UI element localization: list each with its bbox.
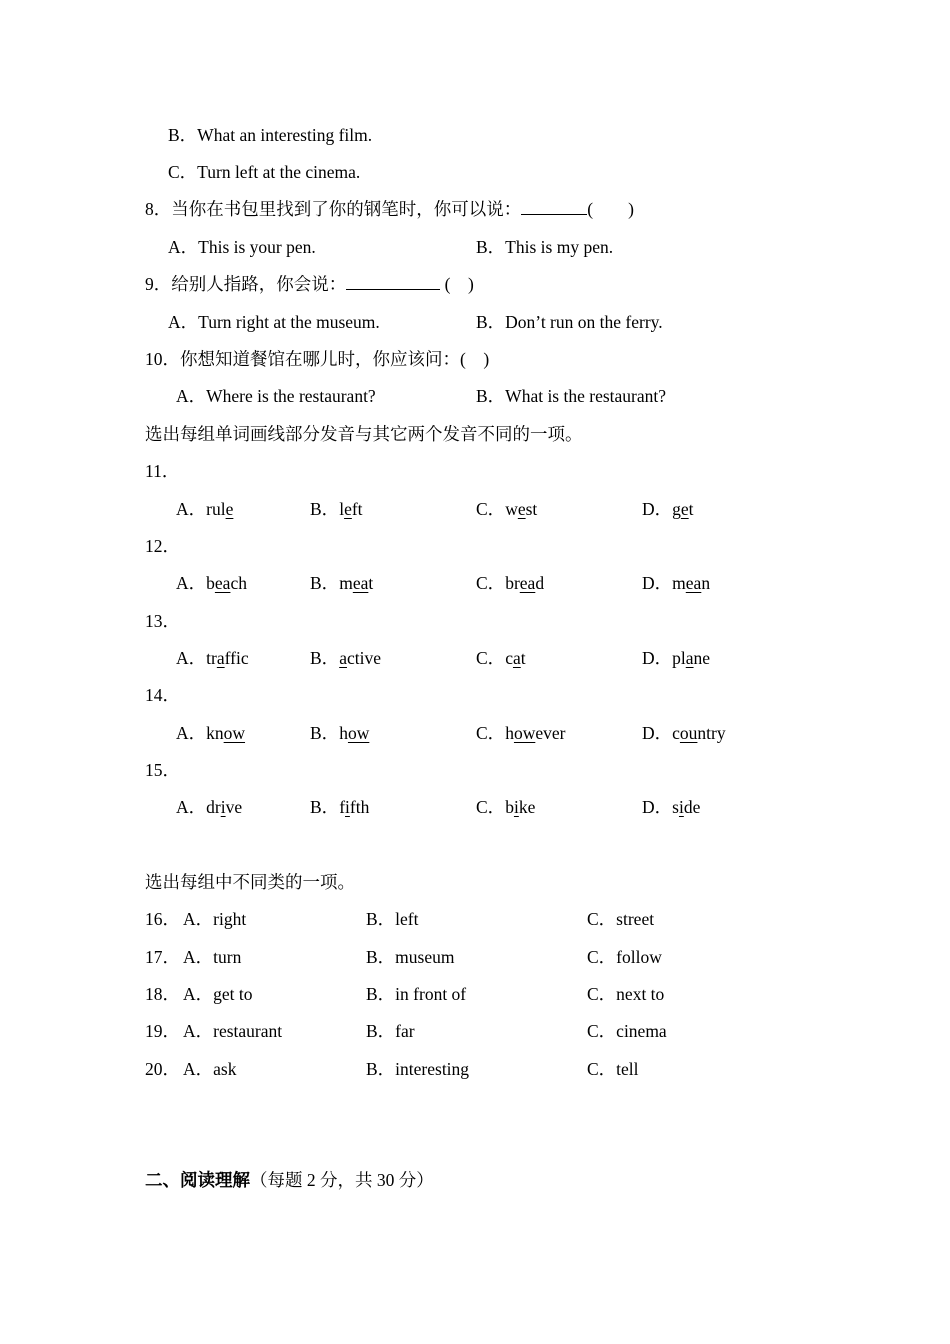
q12-option-d bbox=[642, 572, 710, 594]
q11-option-a bbox=[176, 498, 233, 520]
word-part: l bbox=[339, 499, 345, 519]
q14-option-b bbox=[310, 722, 369, 744]
word-part: ch bbox=[230, 573, 247, 593]
q15-option-d bbox=[642, 796, 700, 818]
option-letter: A． bbox=[176, 723, 207, 743]
word-part: b bbox=[505, 797, 514, 817]
word-part: ft bbox=[351, 499, 363, 519]
classification-instruction: 选出每组中不同类的一项。 bbox=[145, 872, 355, 892]
q12-option-a bbox=[176, 572, 247, 594]
word-part: ctive bbox=[346, 648, 381, 668]
underlined-part: ow bbox=[223, 723, 246, 743]
q15-option-a bbox=[176, 796, 242, 818]
word-part: w bbox=[505, 499, 518, 519]
option-letter: D． bbox=[642, 499, 673, 519]
q15-number: 15． bbox=[145, 760, 180, 780]
option-letter: D． bbox=[642, 648, 673, 668]
word-part: t bbox=[520, 648, 526, 668]
section-2-title: 二、阅读理解 bbox=[145, 1170, 250, 1190]
word-part: br bbox=[505, 573, 520, 593]
underlined-part: e bbox=[225, 499, 234, 519]
q14-option-c bbox=[476, 722, 565, 744]
word-part: c bbox=[672, 723, 680, 743]
q11-option-d bbox=[642, 498, 694, 520]
word-part: n bbox=[701, 573, 711, 593]
q13-number: 13． bbox=[145, 611, 180, 631]
option-letter: D． bbox=[642, 797, 673, 817]
word-part: kn bbox=[206, 723, 224, 743]
q8-stem: 8．当你在书包里找到了你的钢笔时，你可以说： bbox=[145, 199, 522, 219]
underlined-part: e bbox=[517, 499, 526, 519]
q18-option-a: A．get to bbox=[183, 984, 253, 1004]
q8-option-b: B．This is my pen. bbox=[476, 237, 614, 257]
q14-number: 14． bbox=[145, 685, 180, 705]
q20-option-c: C．tell bbox=[587, 1059, 639, 1079]
q9-option-a: A．Turn right at the museum. bbox=[168, 312, 380, 332]
q11-number: 11． bbox=[145, 461, 180, 481]
word-part: g bbox=[672, 499, 681, 519]
option-letter: B． bbox=[310, 648, 340, 668]
q8-answer-blank bbox=[521, 214, 587, 215]
q18-option-c: C．next to bbox=[587, 984, 665, 1004]
q14-option-d bbox=[642, 722, 726, 744]
word-part: t bbox=[688, 499, 694, 519]
q12-option-c bbox=[476, 572, 544, 594]
underlined-part: ou bbox=[679, 723, 698, 743]
word-part: t bbox=[368, 573, 374, 593]
q9-stem-line bbox=[145, 273, 474, 295]
q16-option-c: C．street bbox=[587, 909, 655, 929]
option-letter: A． bbox=[176, 797, 207, 817]
underlined-part: ea bbox=[352, 573, 369, 593]
q9-answer-blank bbox=[346, 289, 440, 290]
q20-option-b: B．interesting bbox=[366, 1059, 470, 1079]
word-part: ve bbox=[225, 797, 243, 817]
word-part: b bbox=[206, 573, 215, 593]
option-letter: C． bbox=[476, 648, 506, 668]
q12-option-b bbox=[310, 572, 373, 594]
underlined-part: a bbox=[216, 648, 225, 668]
underlined-part: i bbox=[220, 797, 226, 817]
q9-stem: 9．给别人指路，你会说： bbox=[145, 274, 347, 294]
word-part: dr bbox=[206, 797, 221, 817]
q7-option-b: B．What an interesting film. bbox=[168, 125, 373, 145]
option-letter: B． bbox=[310, 797, 340, 817]
q14-option-a bbox=[176, 722, 245, 744]
word-part: c bbox=[505, 648, 513, 668]
q17-option-a: A．turn bbox=[183, 947, 242, 967]
q8-option-a: A．This is your pen. bbox=[168, 237, 316, 257]
q16-option-b: B．left bbox=[366, 909, 419, 929]
q16-number: 16． bbox=[145, 909, 180, 929]
q10-option-b: B．What is the restaurant? bbox=[476, 386, 667, 406]
q11-option-b bbox=[310, 498, 363, 520]
underlined-part: ow bbox=[347, 723, 370, 743]
q19-option-c: C．cinema bbox=[587, 1021, 667, 1041]
underlined-part: ea bbox=[685, 573, 702, 593]
word-part: ne bbox=[693, 648, 711, 668]
word-part: ffic bbox=[224, 648, 249, 668]
q10-option-a: A．Where is the restaurant? bbox=[176, 386, 376, 406]
option-letter: C． bbox=[476, 499, 506, 519]
word-part: st bbox=[525, 499, 538, 519]
q19-option-a: A．restaurant bbox=[183, 1021, 283, 1041]
word-part: m bbox=[339, 573, 353, 593]
option-letter: A． bbox=[176, 499, 207, 519]
q8-stem-line bbox=[145, 198, 634, 220]
underlined-part: ea bbox=[214, 573, 231, 593]
word-part: fth bbox=[349, 797, 370, 817]
underlined-part: e bbox=[344, 499, 352, 519]
q18-option-b: B．in front of bbox=[366, 984, 467, 1004]
underlined-part: a bbox=[685, 648, 694, 668]
word-part: ke bbox=[518, 797, 536, 817]
section-2-note: （每题 2 分，共 30 分） bbox=[250, 1170, 434, 1190]
option-letter: C． bbox=[476, 723, 506, 743]
option-letter: C． bbox=[476, 573, 506, 593]
q19-option-b: B．far bbox=[366, 1021, 415, 1041]
word-part: de bbox=[683, 797, 701, 817]
section-2-heading bbox=[145, 1169, 434, 1191]
q9-option-b: B．Don’t run on the ferry. bbox=[476, 312, 663, 332]
option-letter: A． bbox=[176, 648, 207, 668]
q13-option-a bbox=[176, 647, 249, 669]
word-part: tr bbox=[206, 648, 217, 668]
underlined-part: ow bbox=[513, 723, 536, 743]
option-letter: B． bbox=[310, 723, 340, 743]
q13-option-b bbox=[310, 647, 381, 669]
word-part: ntry bbox=[697, 723, 726, 743]
word-part: ever bbox=[535, 723, 566, 743]
q13-option-d bbox=[642, 647, 710, 669]
underlined-part: e bbox=[680, 499, 689, 519]
q9-paren: ( ) bbox=[440, 274, 474, 294]
word-part: rul bbox=[206, 499, 226, 519]
word-part: m bbox=[672, 573, 686, 593]
option-letter: D． bbox=[642, 723, 673, 743]
q11-option-c bbox=[476, 498, 537, 520]
option-letter: B． bbox=[310, 573, 340, 593]
q8-paren: ( ) bbox=[587, 199, 634, 219]
word-part: h bbox=[339, 723, 348, 743]
q17-option-b: B．museum bbox=[366, 947, 455, 967]
q10-stem: 10．你想知道餐馆在哪儿时，你应该问：( ) bbox=[145, 349, 490, 369]
underlined-part: ea bbox=[519, 573, 536, 593]
underlined-part: a bbox=[512, 648, 521, 668]
q15-option-b bbox=[310, 796, 369, 818]
q19-number: 19． bbox=[145, 1021, 180, 1041]
word-part: d bbox=[535, 573, 545, 593]
q15-option-c bbox=[476, 796, 535, 818]
pronunciation-instruction: 选出每组单词画线部分发音与其它两个发音不同的一项。 bbox=[145, 424, 583, 444]
word-part: f bbox=[339, 797, 346, 817]
q17-number: 17． bbox=[145, 947, 180, 967]
word-part: pl bbox=[672, 648, 686, 668]
word-part: h bbox=[505, 723, 514, 743]
underlined-part: i bbox=[345, 797, 350, 817]
option-letter: A． bbox=[176, 573, 207, 593]
underlined-part: i bbox=[513, 797, 519, 817]
q13-option-c bbox=[476, 647, 526, 669]
q20-number: 20． bbox=[145, 1059, 180, 1079]
q18-number: 18． bbox=[145, 984, 180, 1004]
underlined-part: a bbox=[339, 648, 347, 668]
q12-number: 12． bbox=[145, 536, 180, 556]
q16-option-a: A．right bbox=[183, 909, 247, 929]
option-letter: C． bbox=[476, 797, 506, 817]
word-part: s bbox=[672, 797, 679, 817]
q20-option-a: A．ask bbox=[183, 1059, 237, 1079]
q17-option-c: C．follow bbox=[587, 947, 662, 967]
q7-option-c: C．Turn left at the cinema. bbox=[168, 162, 361, 182]
option-letter: D． bbox=[642, 573, 673, 593]
underlined-part: i bbox=[678, 797, 684, 817]
option-letter: B． bbox=[310, 499, 340, 519]
